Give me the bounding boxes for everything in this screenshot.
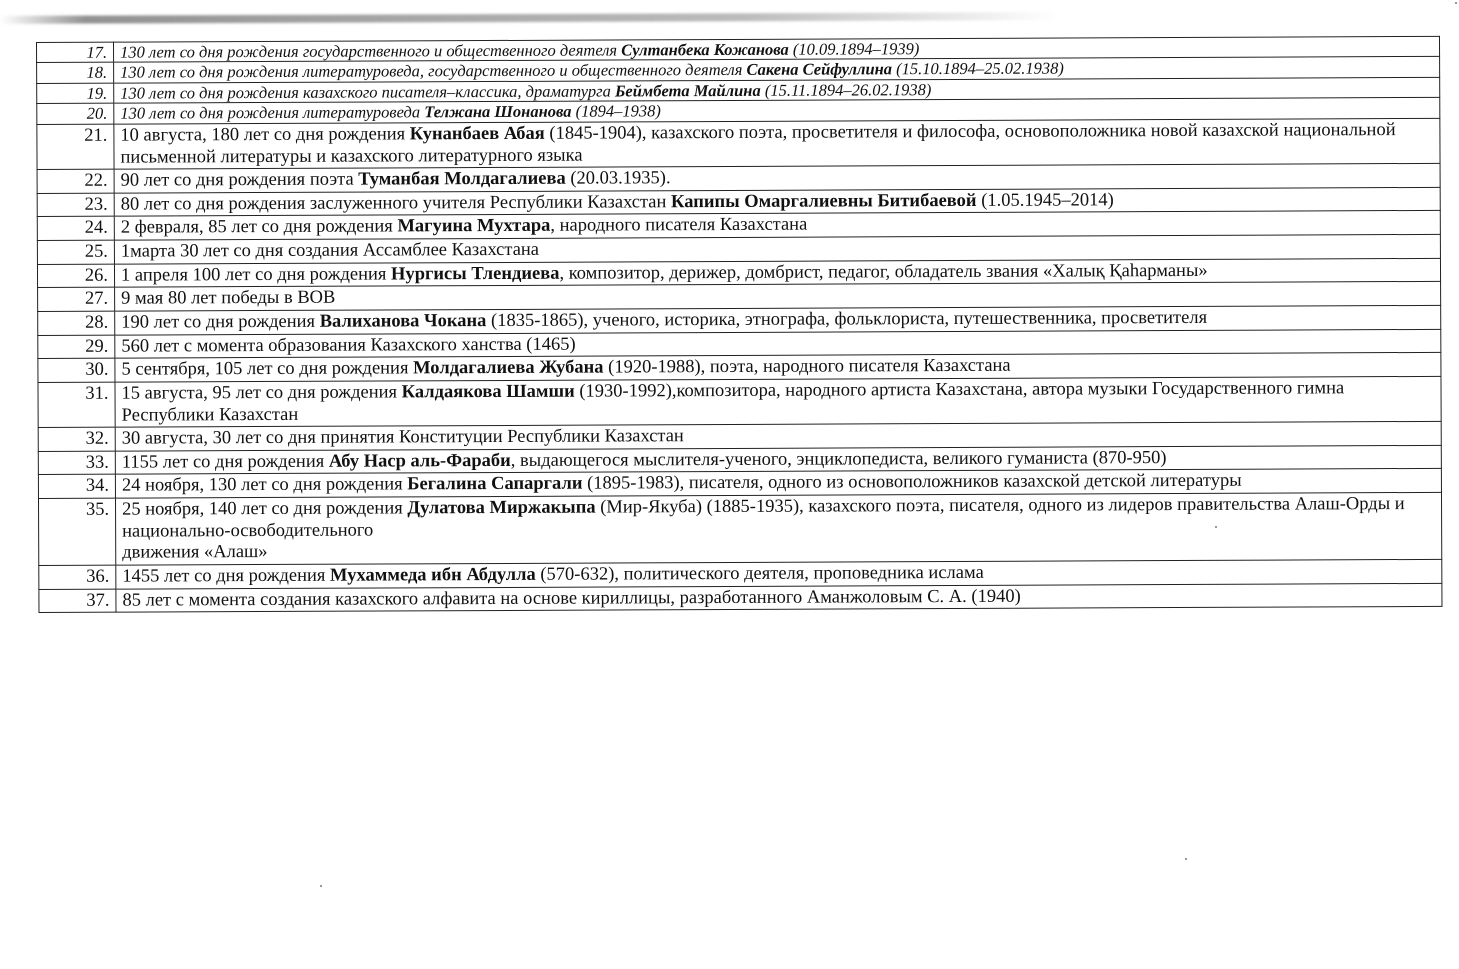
row-number: 30. xyxy=(38,358,115,382)
person-name: Абу Наср аль-Фараби xyxy=(328,450,511,472)
person-name: Мухаммеда ибн Абдулла xyxy=(329,564,536,586)
table-row xyxy=(38,492,1441,565)
person-name: Калдаякова Шамши xyxy=(401,381,575,403)
table-row xyxy=(38,376,1441,427)
row-text: 24 ноября, 130 лет со дня рождения xyxy=(121,474,408,497)
row-description xyxy=(115,492,1441,565)
person-name: Магуина Мухтара xyxy=(397,216,551,237)
row-text-tail: (15.11.1894–26.02.1938) xyxy=(760,80,932,100)
row-text-tail: , композитор, дерижер, домбрист, педагог, обладатель звания «Халық Қаһарманы» xyxy=(559,260,1208,284)
row-text-tail: (1920-1988), поэта, народного писателя Казахстана xyxy=(603,356,1011,378)
row-number: 21. xyxy=(37,124,114,170)
row-number: 34. xyxy=(38,475,115,499)
row-text: 130 лет со дня рождения казахского писателя–классика, драматурга xyxy=(120,81,615,103)
row-text: 5 сентября, 105 лет со дня рождения xyxy=(121,358,414,380)
row-text: 190 лет со дня рождения xyxy=(121,311,320,333)
person-name: Сакена Сейфуллина xyxy=(746,59,893,80)
row-number: 19. xyxy=(37,83,114,104)
person-name: Беймбета Майлина xyxy=(614,80,761,101)
row-number: 36. xyxy=(39,565,116,589)
row-number: 32. xyxy=(38,427,115,451)
row-text-tail: , выдающегося мыслителя-ученого, энциклопедиста, великого гуманиста (870-950) xyxy=(510,447,1167,471)
row-text-tail: (20.03.1935). xyxy=(565,168,671,189)
row-text: 1марта 30 лет со дня создания Ассамблее Казахстана xyxy=(120,239,540,262)
person-name: Капипы Омаргалиевны Битибаевой xyxy=(670,190,977,213)
row-number: 25. xyxy=(37,240,114,264)
person-name: Бегалина Сапаргали xyxy=(407,474,583,495)
row-number: 35. xyxy=(38,498,115,565)
row-number: 27. xyxy=(38,288,115,312)
row-description xyxy=(115,376,1441,427)
row-text: 1155 лет со дня рождения xyxy=(121,451,329,473)
row-text: 30 августа, 30 лет со дня принятия Конституции Республики Казахстан xyxy=(121,426,684,449)
row-text: 130 лет со дня рождения литературоведа xyxy=(120,102,425,124)
row-text: 130 лет со дня рождения литературоведа, государственного и общественного деятеля xyxy=(120,60,747,83)
row-number: 29. xyxy=(38,335,115,359)
person-name: Телжана Шонанова xyxy=(424,102,572,122)
table-row xyxy=(37,118,1440,169)
document-page xyxy=(36,36,1442,613)
row-text-tail: (10.09.1894–1939) xyxy=(788,39,920,59)
row-text-tail: (1930-1992),композитора, народного артиста Казахстана, автора музыки Государственного гимна Республики Казахстан xyxy=(121,378,1345,426)
row-text-tail: (Мир-Якуба) (1885-1935), казахского поэта, писателя, одного из лидеров правительства Алаш-Орды и национально-освободительного xyxy=(122,494,1405,542)
scan-speck xyxy=(320,885,322,887)
anniversaries-table xyxy=(36,36,1442,613)
row-number: 28. xyxy=(38,311,115,335)
row-text-tail: (1.05.1945–2014) xyxy=(976,190,1114,211)
row-text: 560 лет с момента образования Казахского ханства (1465) xyxy=(121,334,576,357)
row-text: 9 мая 80 лет победы в ВОВ xyxy=(121,288,336,309)
row-text-tail: , народного писателя Казахстана xyxy=(550,215,808,237)
person-name: Нургисы Тлендиева xyxy=(390,263,560,285)
row-text-tail: (1845-1904), казахского поэта, просветителя и философа, основоположника новой казахской национальной письменной литературы и казахского литературного языка xyxy=(120,119,1396,168)
row-number: 23. xyxy=(37,193,114,217)
row-text: 10 августа, 180 лет со дня рождения xyxy=(120,124,410,146)
row-text-continuation: движения «Алаш» xyxy=(122,542,268,564)
anniversaries-table-body xyxy=(37,36,1442,612)
person-name: Кунанбаев Абая xyxy=(409,123,545,145)
row-number: 22. xyxy=(37,169,114,193)
person-name: Молдагалиева Жубана xyxy=(413,357,604,379)
row-number: 31. xyxy=(38,382,115,428)
row-number: 18. xyxy=(37,63,114,84)
person-name: Валиханова Чокана xyxy=(319,311,487,332)
row-number: 33. xyxy=(38,451,115,475)
row-text: 85 лет с момента создания казахского алфавита на основе кириллицы, разработанного Аманжоловым С. А. (1940) xyxy=(122,586,1021,611)
row-text: 1 апреля 100 лет со дня рождения xyxy=(120,264,392,286)
row-description xyxy=(114,118,1440,169)
row-text-tail: (1835-1865), ученого, историка, этнографа, фольклориста, путешественника, просветителя xyxy=(486,307,1208,332)
scan-speck xyxy=(1185,858,1187,860)
row-text-tail: (15.10.1894–25.02.1938) xyxy=(891,58,1064,79)
row-text: 15 августа, 95 лет со дня рождения xyxy=(121,382,402,404)
person-name: Дулатова Миржакыпа xyxy=(407,497,596,519)
person-name: Султанбека Кожанова xyxy=(621,39,789,60)
row-number: 26. xyxy=(37,264,114,288)
row-text-tail: (1895-1983), писателя, одного из основоположников казахской детской литературы xyxy=(582,471,1242,495)
row-text: 130 лет со дня рождения государственного и общественного деятеля xyxy=(120,40,622,62)
row-number: 37. xyxy=(39,589,116,613)
row-number: 20. xyxy=(37,104,114,125)
row-text-tail: (1894–1938) xyxy=(571,101,661,122)
row-text: 80 лет со дня рождения заслуженного учителя Республики Казахстан xyxy=(120,192,672,215)
row-text: 1455 лет со дня рождения xyxy=(122,565,331,587)
row-text: 2 февраля, 85 лет со дня рождения xyxy=(120,216,398,239)
scan-speck xyxy=(1455,2,1457,4)
row-text: 90 лет со дня рождения поэта xyxy=(120,169,359,191)
row-text-tail: (570-632), политического деятеля, проповедника ислама xyxy=(535,562,984,585)
row-number: 17. xyxy=(37,42,114,63)
row-number: 24. xyxy=(37,217,114,241)
row-text: 25 ноября, 140 лет со дня рождения xyxy=(121,498,408,520)
person-name: Туманбая Молдагалиева xyxy=(358,168,566,190)
